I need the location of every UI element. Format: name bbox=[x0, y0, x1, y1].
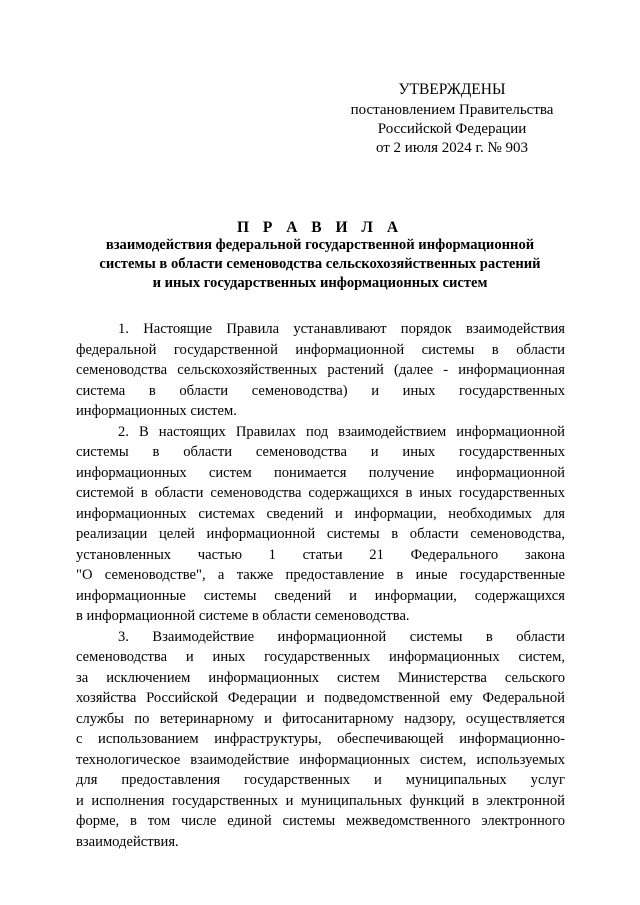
text-line: в информационной системе в области семеноводства. bbox=[76, 608, 410, 624]
approval-stamp bbox=[342, 80, 562, 158]
text-line: информационных систем понимается получение информационной bbox=[76, 464, 565, 481]
text-line: 1. Настоящие Правила устанавливают порядок взаимодействия bbox=[118, 321, 565, 337]
subtitle-line: и иных государственных информационных систем bbox=[152, 275, 488, 291]
text-line: семеноводства и иных государственных информационных систем, bbox=[76, 649, 565, 665]
text-line: 2. В настоящих Правилах под взаимодействием информационной bbox=[118, 423, 565, 440]
document-title: П Р А В И Л А bbox=[236, 219, 404, 236]
text-line: взаимодействия. bbox=[76, 833, 179, 850]
text-line: информационных систем. bbox=[76, 403, 237, 419]
text-line: семеноводства сельскохозяйственных растений (далее - информационная bbox=[76, 362, 565, 378]
text-line: системой в области семеноводства содержащихся в иных государственных bbox=[76, 485, 565, 501]
paragraph-1 bbox=[76, 319, 565, 422]
paragraph-3 bbox=[76, 627, 565, 853]
text-line: форме, в том числе единой системы межведомственного электронного bbox=[76, 813, 565, 829]
approval-title: УТВЕРЖДЕНЫ bbox=[398, 81, 506, 98]
approval-line: Российской Федерации bbox=[377, 121, 527, 137]
text-line: и исполнения государственных и муниципальных функций в электронной bbox=[76, 792, 565, 809]
text-line: "О семеноводстве", а также предоставление в иные государственные bbox=[76, 567, 565, 583]
text-line: 3. Взаимодействие информационной системы в области bbox=[118, 628, 565, 645]
text-line: федеральной государственной информационной системы в области bbox=[76, 341, 565, 358]
text-line: хозяйства Российской Федерации и подведомственной ему Федеральной bbox=[76, 690, 565, 706]
subtitle-line: взаимодействия федеральной государственной информационной bbox=[105, 237, 535, 253]
document-subtitle bbox=[60, 236, 580, 293]
document-body bbox=[76, 319, 565, 852]
text-line: службы по ветеринарному и фитосанитарному надзору, осуществляется bbox=[76, 710, 565, 727]
text-line: с использованием инфраструктуры, обеспечивающей информационно- bbox=[76, 731, 565, 747]
approval-line: постановлением Правительства bbox=[350, 102, 554, 118]
text-line: информационных системах сведений и информации, необходимых для bbox=[76, 505, 565, 522]
text-line: за исключением информационных систем Министерства сельского bbox=[76, 669, 565, 686]
text-line: установленных частью 1 статьи 21 Федерального закона bbox=[76, 546, 565, 563]
text-line: система в области семеноводства) и иных государственных bbox=[76, 382, 565, 399]
text-line: системы в области семеноводства и иных государственных bbox=[76, 444, 565, 460]
approval-date-line: от 2 июля 2024 г. № 903 bbox=[375, 140, 529, 156]
subtitle-line: системы в области семеноводства сельскохозяйственных растений bbox=[99, 256, 541, 272]
paragraph-2 bbox=[76, 422, 565, 627]
text-line: для предоставления государственных и муниципальных услуг bbox=[76, 772, 565, 788]
text-line: технологическое взаимодействие информационных систем, используемых bbox=[76, 751, 565, 768]
text-line: информационные системы сведений и информации, содержащихся bbox=[76, 587, 565, 604]
text-line: реализации целей информационной системы в области семеноводства, bbox=[76, 526, 565, 542]
